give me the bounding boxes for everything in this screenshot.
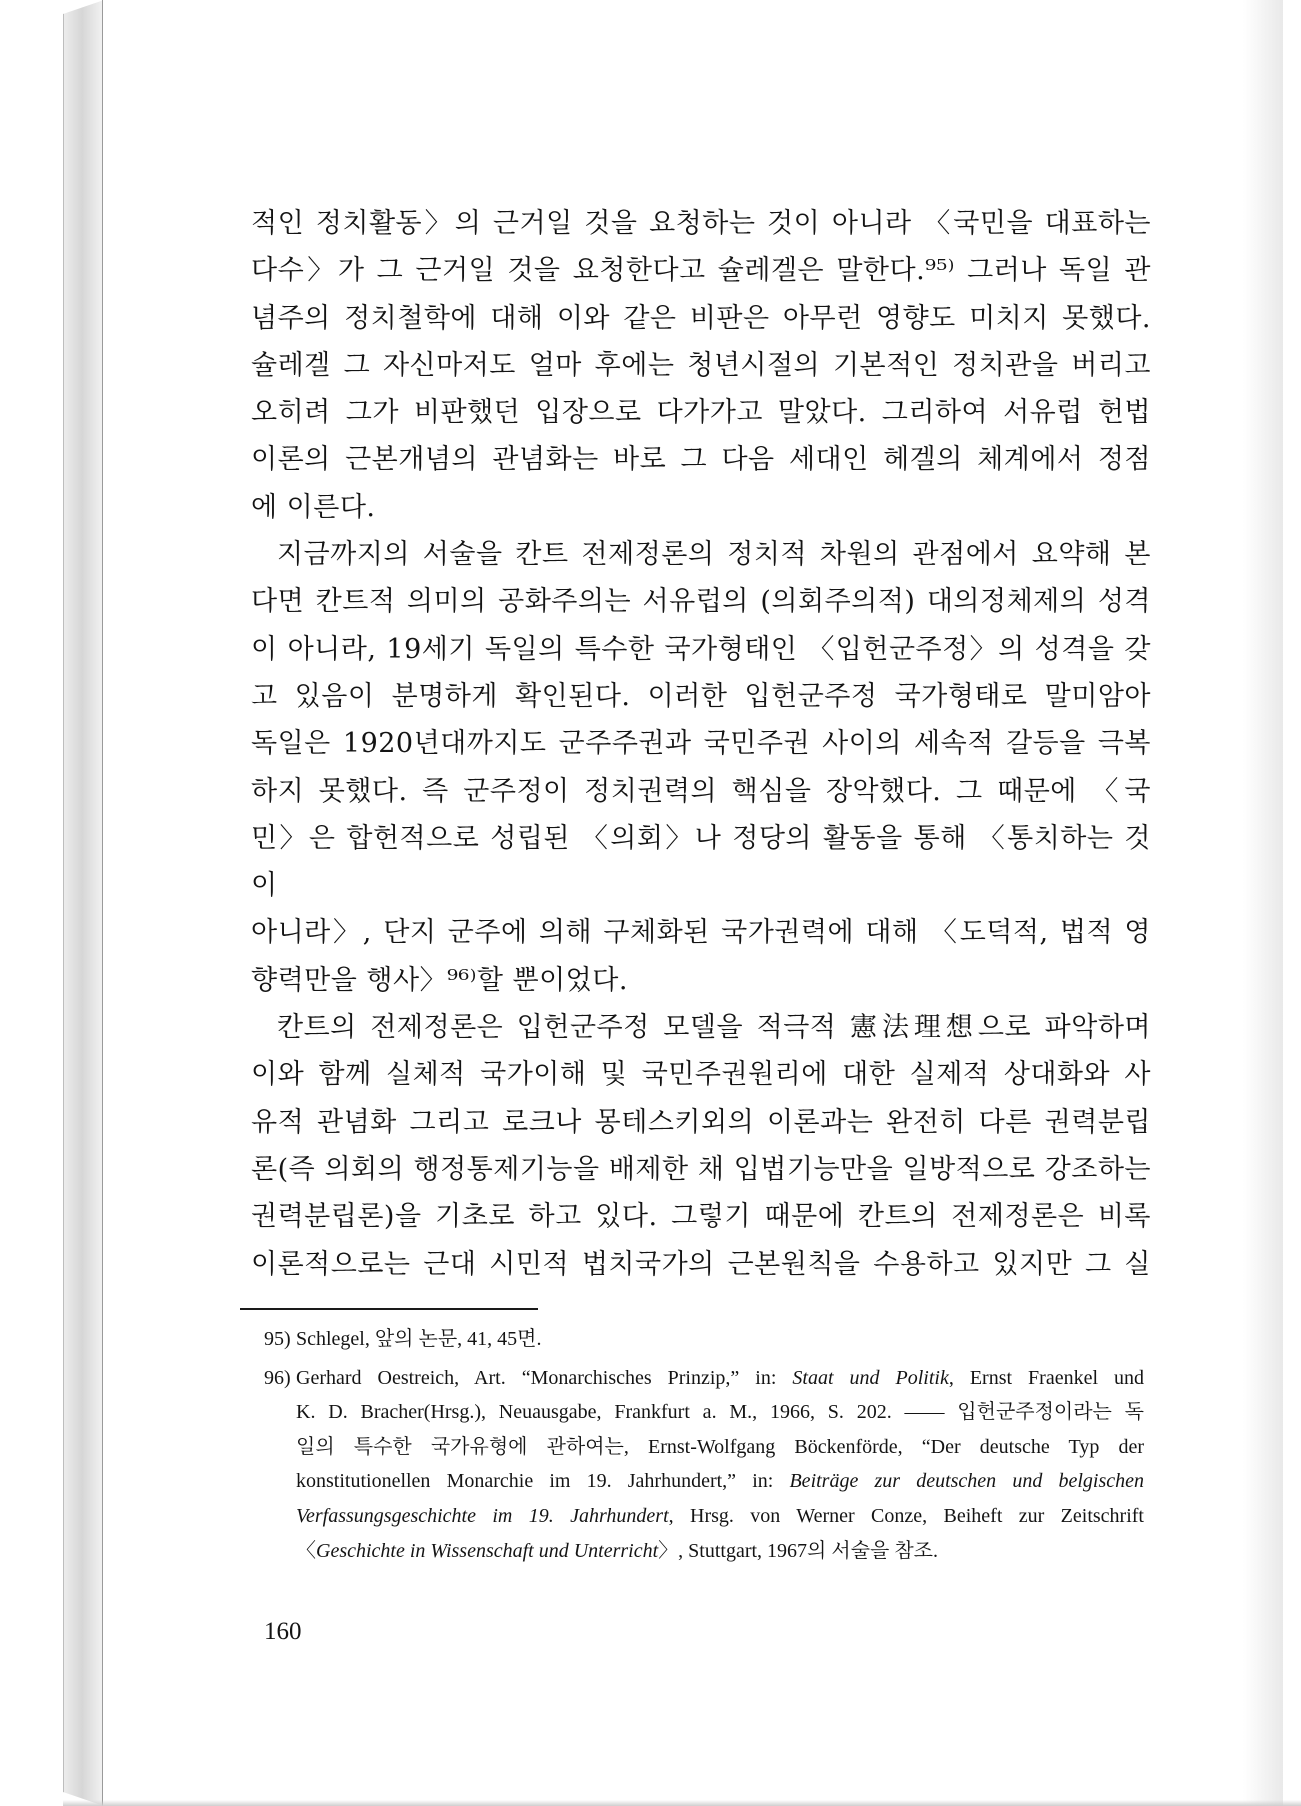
footnote-text: konstitutionellen Monarchie im 19. Jahrhundert,” in: xyxy=(296,1470,790,1493)
footnote-line xyxy=(296,1534,1144,1569)
footnote-text: 〈 xyxy=(296,1539,316,1562)
main-body-text xyxy=(251,200,1151,1288)
footnote-line xyxy=(296,1499,1144,1534)
body-line: 칸트의 전제정론은 입헌군주정 모델을 적극적 憲法理想으로 파악하며 xyxy=(277,1012,1151,1044)
footnote-line xyxy=(296,1361,1144,1396)
footnote-text: K. D. Bracher(Hrsg.), Neuausgabe, Frankfurt a. M., 1966, S. 202. —— 입헌군주정이라는 독 xyxy=(296,1401,1144,1424)
body-line: 유적 관념화 그리고 로크나 몽테스키외의 이론과는 완전히 다른 권력분립 xyxy=(251,1106,1151,1138)
body-line: 고 있음이 분명하게 확인된다. 이러한 입헌군주정 국가형태로 말미암아 xyxy=(251,680,1151,712)
footnote-number: 95) xyxy=(264,1328,291,1350)
body-line: 론(즉 의회의 행정통제기능을 배제한 채 입법기능만을 일방적으로 강조하는 xyxy=(251,1153,1151,1185)
footnote-italic-title: Staat und Politik xyxy=(792,1366,949,1389)
body-line: 향력만을 행사〉⁹⁶⁾할 뿐이었다. xyxy=(251,964,628,996)
body-line: 이론의 근본개념의 관념화는 바로 그 다음 세대인 헤겔의 체계에서 정점 xyxy=(251,444,1151,476)
body-line: 에 이른다. xyxy=(251,491,376,523)
page-right-shadow xyxy=(1243,0,1283,1806)
footnote-line xyxy=(296,1464,1144,1499)
footnotes xyxy=(264,1322,1144,1572)
body-line: 념주의 정치철학에 대해 이와 같은 비판은 아무런 영향도 미치지 못했다. xyxy=(251,302,1151,334)
body-line: 적인 정치활동〉의 근거일 것을 요청하는 것이 아니라 〈국민을 대표하는 xyxy=(251,208,1151,239)
footnote-text: Schlegel, 앞의 논문, 41, 45면. xyxy=(296,1328,542,1350)
footnote-italic-title: Geschichte in Wissenschaft und Unterricht xyxy=(316,1539,659,1562)
footnote-separator-rule xyxy=(240,1308,538,1310)
body-line: 이 아니라, 19세기 독일의 특수한 국가형태인 〈입헌군주정〉의 성격을 갖 xyxy=(251,633,1151,665)
footnote-number: 96) xyxy=(264,1366,291,1389)
body-line: 아니라〉, 단지 군주에 의해 구체화된 국가권력에 대해 〈도덕적, 법적 영 xyxy=(251,917,1151,949)
footnote-text: 일의 특수한 국가유형에 관하여는, Ernst-Wolfgang Böckenförde, “Der deutsche Typ der xyxy=(296,1435,1144,1458)
body-line: 독일은 1920년대까지도 군주주권과 국민주권 사이의 세속적 갈등을 극복 xyxy=(251,728,1151,760)
footnote-italic-title: Verfassungsgeschichte im 19. Jahrhundert xyxy=(296,1504,669,1527)
body-line: 지금까지의 서술을 칸트 전제정론의 정치적 차원의 관점에서 요약해 본 xyxy=(277,539,1151,571)
footnote-96 xyxy=(264,1361,1144,1569)
footnote-line xyxy=(296,1430,1144,1465)
footnote-text: , Ernst Fraenkel und xyxy=(948,1366,1145,1389)
body-line: 이와 함께 실체적 국가이해 및 국민주권원리에 대한 실제적 상대화와 사 xyxy=(251,1059,1151,1091)
body-line: 이론적으로는 근대 시민적 법치국가의 근본원칙을 수용하고 있지만 그 실 xyxy=(251,1248,1151,1280)
footnote-italic-title: Beiträge zur deutschen und belgischen xyxy=(789,1470,1144,1493)
body-line: 슐레겔 그 자신마저도 얼마 후에는 청년시절의 기본적인 정치관을 버리고 xyxy=(251,349,1151,381)
body-line: 다수〉가 그 근거일 것을 요청한다고 슐레겔은 말한다.⁹⁵⁾ 그러나 독일 관 xyxy=(251,255,1151,287)
book-page-stack-edge xyxy=(63,0,104,1806)
page-bottom-shadow xyxy=(63,1800,1301,1806)
body-line: 하지 못했다. 즉 군주정이 정치권력의 핵심을 장악했다. 그 때문에 〈국 xyxy=(251,775,1151,807)
page-number: 160 xyxy=(264,1618,302,1645)
footnote-95 xyxy=(264,1322,1144,1357)
footnote-text: , Hrsg. von Werner Conze, Beiheft zur Zeitschrift xyxy=(668,1504,1144,1527)
footnote-text: 〉, Stuttgart, 1967의 서술을 참조. xyxy=(658,1539,938,1562)
body-line: 다면 칸트적 의미의 공화주의는 서유럽의 (의회주의적) 대의정체제의 성격 xyxy=(251,586,1151,618)
footnote-text: Gerhard Oestreich, Art. “Monarchisches Prinzip,” in: xyxy=(296,1366,793,1389)
body-line: 민〉은 합헌적으로 성립된 〈의회〉나 정당의 활동을 통해 〈통치하는 것이 xyxy=(251,822,1151,902)
footnote-line xyxy=(296,1395,1144,1430)
body-line: 권력분립론)을 기초로 하고 있다. 그렇기 때문에 칸트의 전제정론은 비록 xyxy=(251,1201,1151,1233)
body-line: 오히려 그가 비판했던 입장으로 다가가고 말았다. 그리하여 서유럽 헌법 xyxy=(251,397,1151,429)
